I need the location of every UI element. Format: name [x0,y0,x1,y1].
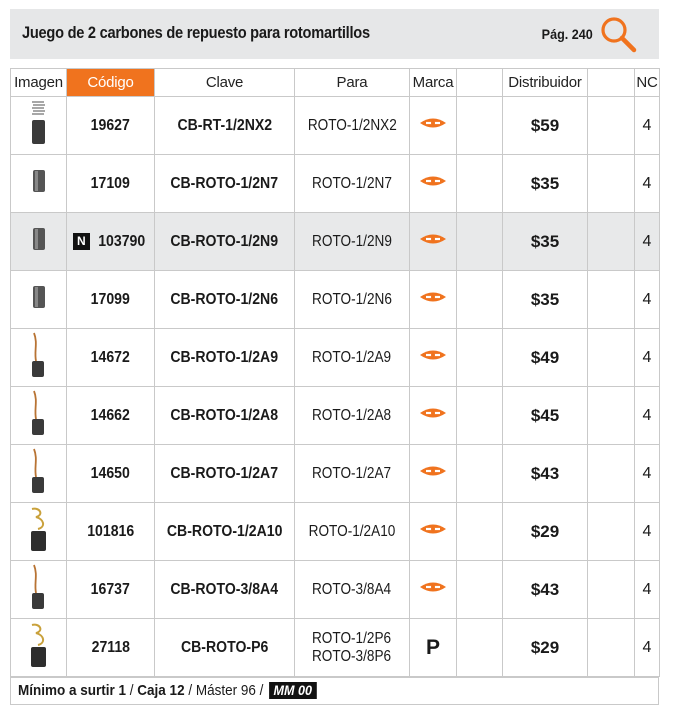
codigo-value: 14650 [90,464,131,482]
table-header-row [11,69,660,97]
column-header-marca[interactable]: Marca [410,69,457,97]
price-value: $59 [530,115,560,135]
para-model: ROTO-3/8P6 [312,647,392,665]
distribuidor-cell [503,445,588,503]
para-model: ROTO-1/2A9 [312,348,392,366]
nc-value: 4 [642,522,652,540]
clave-cell [155,329,295,387]
price-value: $43 [530,579,560,599]
codigo-value: 14672 [90,348,131,366]
product-image [11,329,67,387]
price-value: $35 [530,231,560,251]
para-cell [295,271,410,329]
para-model: ROTO-1/2N6 [312,290,392,308]
product-image [11,155,67,213]
price-value: $29 [530,521,560,541]
nc-value: 4 [642,290,652,308]
nc-value: 4 [642,638,652,656]
blank-cell [457,271,503,329]
separator: / [255,682,268,699]
nc-cell [635,503,660,561]
nc-cell [635,619,660,677]
nc-value: 4 [642,116,652,134]
blank-cell [457,387,503,445]
marca-cell [410,271,457,329]
truper-logo-icon [419,175,447,192]
para-cell [295,619,410,677]
product-image [11,97,67,155]
blank-cell-2 [588,329,635,387]
para-model: ROTO-1/2A7 [312,464,392,482]
product-image [11,561,67,619]
para-cell [295,387,410,445]
price-value: $35 [530,289,560,309]
clave-value: CB-ROTO-1/2N6 [170,290,279,308]
codigo-cell [67,271,155,329]
table-row[interactable] [11,619,660,677]
carbon-brush-wire-icon [28,424,50,441]
minimo-label: Mínimo a surtir 1 [18,682,127,699]
table-row[interactable] [11,445,660,503]
separator: / [184,682,196,699]
table-row[interactable] [11,387,660,445]
blank-cell [457,97,503,155]
distribuidor-cell [503,503,588,561]
clave-value: CB-ROTO-1/2A8 [170,406,279,424]
table-row[interactable] [11,503,660,561]
price-value: $29 [530,637,560,657]
blank-cell [457,329,503,387]
price-value: $49 [530,347,560,367]
truper-logo-icon [419,233,447,250]
truper-logo-icon [419,349,447,366]
para-cell [295,155,410,213]
distribuidor-cell [503,97,588,155]
separator: / [126,682,138,699]
price-value: $43 [530,463,560,483]
codigo-cell [67,387,155,445]
clave-cell [155,503,295,561]
carbon-brush-spring-gold-icon [26,540,52,557]
clave-cell [155,561,295,619]
blank-cell [457,155,503,213]
truper-logo-icon [419,581,447,598]
nc-cell [635,561,660,619]
codigo-cell [67,619,155,677]
codigo-cell [67,445,155,503]
price-value: $35 [530,173,560,193]
para-model: ROTO-1/2A8 [312,406,392,424]
blank-cell-2 [588,445,635,503]
column-header-codigo[interactable]: Código [67,69,155,97]
truper-logo-icon [419,465,447,482]
para-model: ROTO-1/2N9 [312,232,392,250]
codigo-cell [67,503,155,561]
product-image [11,271,67,329]
carbon-brush-block-icon [32,296,46,313]
clave-cell [155,97,295,155]
clave-value: CB-RT-1/2NX2 [177,116,272,134]
distribuidor-cell [503,329,588,387]
carbon-brush-spring-icon [28,133,50,150]
codigo-value: 19627 [90,116,131,134]
nc-value: 4 [642,580,652,598]
blank-cell-2 [588,503,635,561]
carbon-brush-wire-icon [28,598,50,615]
column-header-nc[interactable]: NC [635,69,660,97]
blank-cell [457,503,503,561]
clave-cell [155,445,295,503]
product-image [11,445,67,503]
nc-cell [635,213,660,271]
nc-cell [635,271,660,329]
codigo-value: 17109 [90,174,131,192]
column-header-blank-2 [588,69,635,97]
page-header [10,9,659,59]
para-model: ROTO-1/2N7 [312,174,392,192]
marca-cell [410,213,457,271]
nc-value: 4 [642,348,652,366]
blank-cell-2 [588,97,635,155]
para-model: ROTO-1/2NX2 [307,116,397,134]
codigo-cell [67,561,155,619]
para-cell [295,329,410,387]
nc-cell [635,97,660,155]
blank-cell-2 [588,155,635,213]
clave-cell [155,271,295,329]
para-model: ROTO-1/2A10 [308,522,396,540]
carbon-brush-block-icon [32,180,46,197]
column-header-blank [457,69,503,97]
search-icon[interactable] [599,15,639,55]
codigo-value: 16737 [90,580,131,598]
nc-value: 4 [642,464,652,482]
marca-cell [410,503,457,561]
blank-cell-2 [588,213,635,271]
clave-cell [155,387,295,445]
para-model: ROTO-1/2P6 [312,629,392,647]
truper-logo-icon [419,291,447,308]
carbon-brush-wire-icon [28,482,50,499]
carbon-brush-wire-icon [28,366,50,383]
pretul-logo-icon: P [425,635,440,659]
table-row[interactable] [11,271,660,329]
product-image [11,619,67,677]
table-row[interactable] [11,561,660,619]
caja-label: Caja 12 [137,682,185,699]
truper-logo-icon [419,117,447,134]
clave-value: CB-ROTO-1/2N9 [170,232,279,250]
blank-cell-2 [588,619,635,677]
distribuidor-cell [503,619,588,677]
table-row[interactable] [11,155,660,213]
mm-badge: MM 00 [269,682,317,699]
codigo-cell [67,213,155,271]
marca-cell [410,329,457,387]
codigo-cell [67,155,155,213]
clave-value: CB-ROTO-1/2A9 [170,348,279,366]
marca-cell [410,445,457,503]
clave-value: CB-ROTO-P6 [180,638,269,656]
clave-value: CB-ROTO-1/2N7 [170,174,279,192]
distribuidor-cell [503,213,588,271]
page-title: Juego de 2 carbones de repuesto para rotomartillos [22,23,370,42]
para-cell [295,97,410,155]
footer-info [10,677,659,705]
distribuidor-cell [503,387,588,445]
nc-cell [635,155,660,213]
table-row[interactable] [11,329,660,387]
page-number: Pág. 240 [541,26,593,42]
nc-value: 4 [642,406,652,424]
codigo-value: 17099 [90,290,131,308]
codigo-value: 101816 [87,522,134,540]
blank-cell [457,213,503,271]
codigo-value: 103790 [98,232,145,250]
nc-value: 4 [642,174,652,192]
truper-logo-icon [419,523,447,540]
product-table [10,68,660,677]
para-cell [295,445,410,503]
nc-cell [635,445,660,503]
column-header-para[interactable]: Para [295,69,410,97]
clave-value: CB-ROTO-1/2A7 [170,464,279,482]
clave-cell [155,213,295,271]
product-image [11,213,67,271]
column-header-distribuidor[interactable]: Distribuidor [503,69,588,97]
table-row[interactable] [11,97,660,155]
distribuidor-cell [503,561,588,619]
blank-cell-2 [588,271,635,329]
clave-cell [155,155,295,213]
product-image [11,503,67,561]
new-badge: N [73,233,90,250]
codigo-value: 14662 [90,406,131,424]
marca-cell [410,387,457,445]
nc-cell [635,329,660,387]
codigo-cell [67,97,155,155]
nc-cell [635,387,660,445]
table-row[interactable] [11,213,660,271]
para-cell [295,561,410,619]
nc-value: 4 [642,232,652,250]
carbon-brush-block-icon [32,238,46,255]
price-value: $45 [530,405,560,425]
marca-cell [410,619,457,677]
para-cell [295,213,410,271]
blank-cell-2 [588,561,635,619]
clave-value: CB-ROTO-1/2A10 [166,522,283,540]
blank-cell [457,561,503,619]
distribuidor-cell [503,155,588,213]
distribuidor-cell [503,271,588,329]
marca-cell [410,97,457,155]
blank-cell [457,619,503,677]
carbon-brush-spring-gold-icon [26,656,52,673]
truper-logo-icon [419,407,447,424]
clave-cell [155,619,295,677]
marca-cell [410,561,457,619]
clave-value: CB-ROTO-3/8A4 [170,580,279,598]
column-header-clave[interactable]: Clave [155,69,295,97]
column-header-imagen: Imagen [11,69,67,97]
master-label: Máster 96 [195,682,256,699]
product-image [11,387,67,445]
para-cell [295,503,410,561]
marca-cell [410,155,457,213]
codigo-value: 27118 [91,638,130,656]
blank-cell [457,445,503,503]
para-model: ROTO-3/8A4 [312,580,392,598]
blank-cell-2 [588,387,635,445]
codigo-cell [67,329,155,387]
